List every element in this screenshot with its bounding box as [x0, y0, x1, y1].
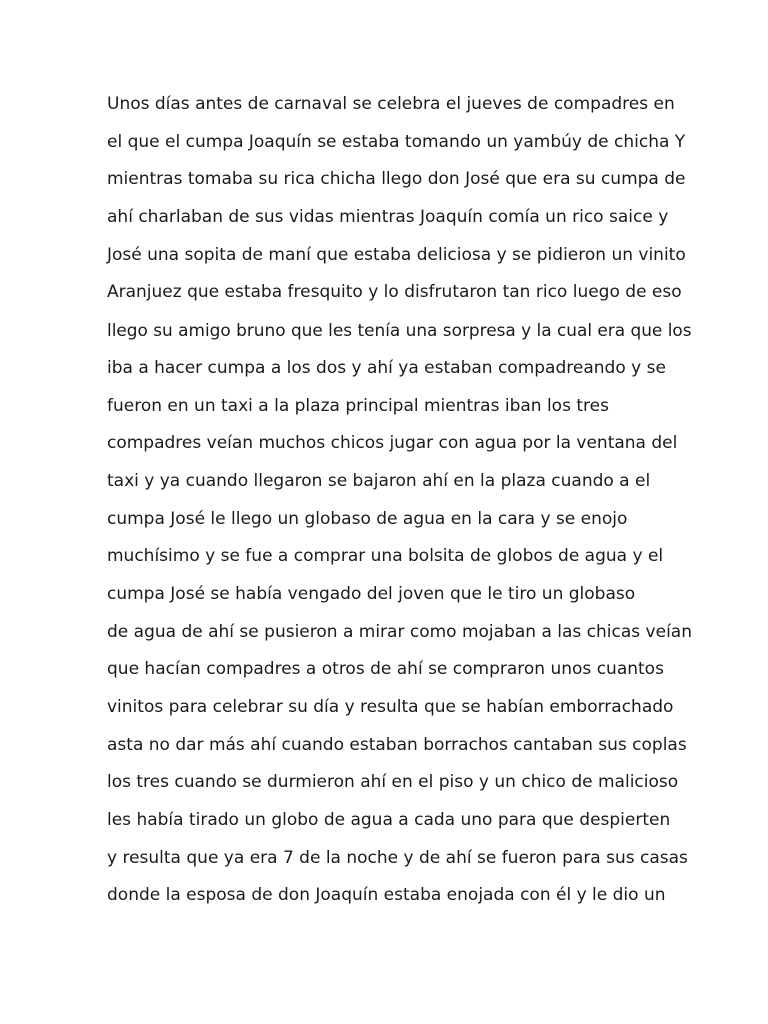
- text-line: Aranjuez que estaba fresquito y lo disfrutaron tan rico luego de eso: [107, 282, 682, 303]
- text-line: de agua de ahí se pusieron a mirar como mojaban a las chicas veían: [107, 621, 692, 642]
- text-line: ahí charlaban de sus vidas mientras Joaquín comía un rico saice y: [107, 207, 669, 228]
- text-line: vinitos para celebrar su día y resulta que se habían emborrachado: [107, 697, 674, 717]
- text-line: Unos días antes de carnaval se celebra el jueves de compadres en: [107, 94, 675, 114]
- text-line: que hacían compadres a otros de ahí se compraron unos cuantos: [107, 659, 664, 680]
- text-line: donde la esposa de don Joaquín estaba enojada con él y le dio un: [107, 885, 666, 906]
- text-line: fueron en un taxi a la plaza principal mientras iban los tres: [107, 395, 609, 416]
- text-line: taxi y ya cuando llegaron se bajaron ahí en la plaza cuando a el: [107, 470, 651, 491]
- text-line: les había tirado un globo de agua a cada uno para que despierten: [107, 810, 671, 831]
- text-line: cumpa José se había vengado del joven que le tiro un globaso: [107, 583, 636, 604]
- body-paragraph: [107, 86, 692, 915]
- text-line: mientras tomaba su rica chicha llego don José que era su cumpa de: [107, 169, 686, 190]
- text-line: José una sopita de maní que estaba deliciosa y se pidieron un vinito: [107, 244, 686, 265]
- text-line: iba a hacer cumpa a los dos y ahí ya estaban compadreando y se: [107, 357, 666, 378]
- text-line: el que el cumpa Joaquín se estaba tomando un yambúy de chicha Y: [107, 131, 686, 152]
- text-line: asta no dar más ahí cuando estaban borrachos cantaban sus coplas: [107, 734, 687, 755]
- text-line: y resulta que ya era 7 de la noche y de ahí se fueron para sus casas: [107, 847, 688, 868]
- text-line: llego su amigo bruno que les tenía una sorpresa y la cual era que los: [107, 320, 692, 341]
- text-line: muchísimo y se fue a comprar una bolsita de globos de agua y el: [107, 546, 664, 567]
- text-line: los tres cuando se durmieron ahí en el piso y un chico de malicioso: [107, 772, 679, 793]
- text-line: compadres veían muchos chicos jugar con agua por la ventana del: [107, 433, 678, 454]
- text-line: cumpa José le llego un globaso de agua en la cara y se enojo: [107, 508, 628, 529]
